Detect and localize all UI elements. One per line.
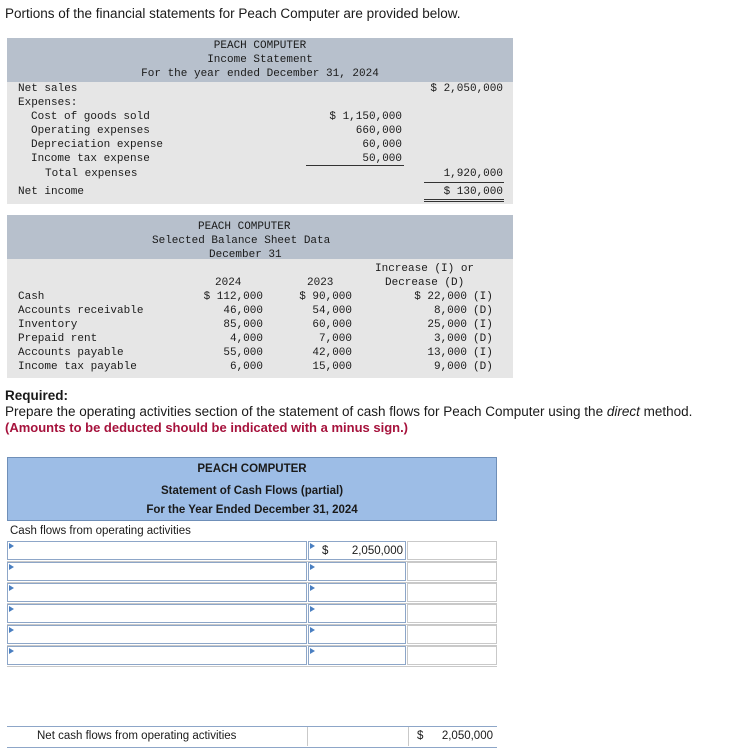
expenses-label: Expenses: [18, 97, 78, 109]
balance-row-change: $ 22,000 [414, 291, 467, 303]
expense-label: Income tax expense [31, 153, 150, 165]
income-statement-company: PEACH COMPUTER [213, 40, 307, 52]
balance-row-2024: 4,000 [229, 333, 263, 345]
net-sales-label: Net sales [18, 83, 78, 95]
expense-value: 50,000 [362, 153, 402, 165]
net-cash-dollar-sign: $ [417, 730, 424, 742]
instruction-emphasis: direct [606, 404, 640, 419]
balance-row-label: Prepaid rent [18, 333, 98, 345]
empty-cell [407, 583, 497, 602]
expense-value: 660,000 [355, 125, 402, 137]
balance-row-direction: (D) [473, 333, 493, 345]
cash-flow-header [7, 457, 497, 521]
required-note: (Amounts to be deducted should be indicated with a minus sign.) [5, 420, 409, 435]
amount-input[interactable] [308, 583, 406, 602]
net-cash-flow-row [7, 726, 497, 748]
balance-row-change: 13,000 [427, 347, 467, 359]
cash-flow-row [7, 604, 497, 625]
empty-cell [407, 625, 497, 644]
empty-cell [307, 727, 409, 746]
balance-sheet-company: PEACH COMPUTER [198, 221, 291, 233]
expense-value: $ 1,150,000 [329, 111, 402, 123]
dropdown-marker-icon [310, 627, 315, 633]
total-underline [424, 182, 504, 183]
balance-row-2023: 7,000 [318, 333, 352, 345]
total-expenses-label: Total expenses [45, 168, 138, 180]
net-income-label: Net income [18, 186, 85, 198]
balance-row-label: Income tax payable [18, 361, 137, 373]
cash-flow-row [7, 583, 497, 604]
balance-sheet-date: December 31 [209, 249, 282, 261]
net-cash-flow-label: Net cash flows from operating activities [37, 730, 237, 742]
balance-row-direction: (D) [473, 361, 493, 373]
net-sales-value: $ 2,050,000 [430, 83, 503, 95]
balance-row-2023: 54,000 [312, 305, 352, 317]
balance-row-direction: (I) [473, 347, 493, 359]
balance-row-direction: (D) [473, 305, 493, 317]
dropdown-marker-icon [9, 585, 14, 591]
income-statement-period: For the year ended December 31, 2024 [141, 68, 379, 80]
balance-row-2024: $ 112,000 [203, 291, 263, 303]
required-heading: Required: [5, 388, 69, 403]
column-2024-header: 2024 [215, 277, 242, 289]
balance-row-2023: $ 90,000 [299, 291, 352, 303]
income-statement-title: Income Statement [207, 54, 313, 66]
net-income-value: $ 130,000 [443, 186, 503, 198]
balance-row-direction: (I) [473, 291, 493, 303]
income-statement-header [7, 38, 513, 82]
operating-section-label: Cash flows from operating activities [10, 525, 191, 537]
dropdown-marker-icon [9, 627, 14, 633]
blank-spacer [7, 667, 497, 726]
expense-label: Cost of goods sold [31, 111, 150, 123]
line-item-input[interactable] [7, 646, 307, 665]
instruction-text: Prepare the operating activities section of the statement of cash flows for Peach Computer using the [5, 404, 607, 419]
balance-sheet-header [7, 215, 513, 259]
intro-text: Portions of the financial statements for Peach Computer are provided below. [5, 6, 461, 21]
line-item-input[interactable] [7, 625, 307, 644]
dropdown-marker-icon [310, 606, 315, 612]
dropdown-marker-icon [9, 648, 14, 654]
expenses-underline [306, 165, 404, 166]
amount-input[interactable] [308, 562, 406, 581]
dropdown-marker-icon [310, 543, 315, 549]
cash-flow-title: Statement of Cash Flows (partial) [160, 485, 344, 497]
dropdown-marker-icon [310, 648, 315, 654]
change-header-line2: Decrease (D) [385, 277, 465, 289]
cash-flow-row [7, 625, 497, 646]
required-section [5, 388, 692, 436]
dropdown-marker-icon [9, 564, 14, 570]
cash-flow-company: PEACH COMPUTER [197, 463, 307, 475]
cash-flow-period: For the Year Ended December 31, 2024 [146, 504, 358, 516]
net-income-double-underline-2 [424, 201, 504, 202]
net-income-double-underline-1 [424, 199, 504, 200]
empty-cell [407, 562, 497, 581]
change-header-line1: Increase (I) or [375, 263, 475, 275]
net-cash-flow-value: 2,050,000 [441, 730, 493, 742]
balance-row-label: Inventory [18, 319, 78, 331]
balance-row-2024: 46,000 [223, 305, 263, 317]
cash-flow-row [7, 562, 497, 583]
expense-value: 60,000 [362, 139, 402, 151]
amount-input[interactable] [308, 646, 406, 665]
balance-row-label: Accounts payable [18, 347, 124, 359]
balance-sheet-title: Selected Balance Sheet Data [152, 235, 331, 247]
expense-label: Operating expenses [31, 125, 150, 137]
empty-cell [407, 646, 497, 665]
empty-cell [407, 604, 497, 623]
balance-row-change: 9,000 [433, 361, 467, 373]
dropdown-marker-icon [9, 606, 14, 612]
required-instructions [5, 404, 692, 420]
line-item-input[interactable] [7, 541, 307, 560]
cash-flow-form [7, 457, 497, 748]
balance-row-change: 25,000 [427, 319, 467, 331]
line-item-input[interactable] [7, 604, 307, 623]
balance-row-2023: 42,000 [312, 347, 352, 359]
line-item-input[interactable] [7, 562, 307, 581]
balance-row-2023: 60,000 [312, 319, 352, 331]
column-2023-header: 2023 [307, 277, 334, 289]
income-statement-panel [7, 38, 513, 205]
balance-row-change: 3,000 [433, 333, 467, 345]
empty-cell [407, 541, 497, 560]
balance-row-2024: 6,000 [229, 361, 263, 373]
dropdown-marker-icon [9, 543, 14, 549]
balance-sheet-panel [7, 215, 513, 379]
amount-input[interactable] [308, 625, 406, 644]
dropdown-marker-icon [310, 564, 315, 570]
instruction-text-end: method. [639, 404, 693, 419]
expense-label: Depreciation expense [31, 139, 164, 151]
balance-row-2024: 85,000 [223, 319, 263, 331]
balance-row-direction: (I) [473, 319, 493, 331]
amount-input[interactable] [308, 604, 406, 623]
cash-flow-row [7, 646, 497, 667]
balance-row-2024: 55,000 [223, 347, 263, 359]
balance-row-label: Cash [18, 291, 45, 303]
dropdown-marker-icon [310, 585, 315, 591]
total-expenses-value: 1,920,000 [443, 168, 503, 180]
cash-flow-row [7, 541, 497, 562]
balance-row-change: 8,000 [433, 305, 467, 317]
amount-input[interactable] [308, 541, 406, 560]
line-item-input[interactable] [7, 583, 307, 602]
balance-row-2023: 15,000 [312, 361, 352, 373]
balance-row-label: Accounts receivable [18, 305, 144, 317]
dollar-sign: $ [322, 545, 329, 557]
amount-value: 2,050,000 [351, 545, 403, 557]
